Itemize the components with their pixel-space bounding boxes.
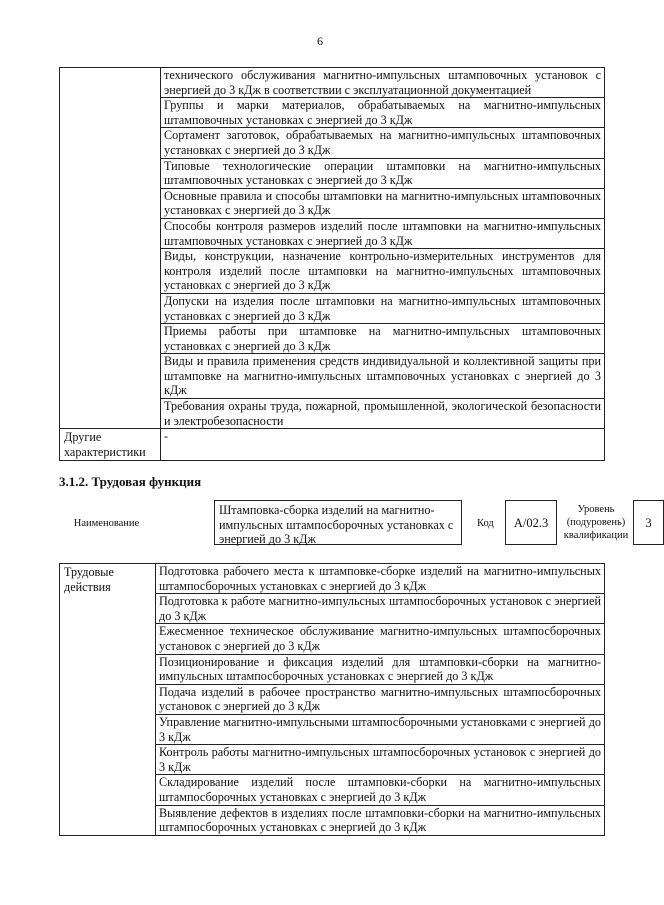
labor-actions-label: Трудовые действия xyxy=(60,564,156,836)
table-cell: Позиционирование и фиксация изделий для штамповки-сборки на магнитно-импульсных штампосборочных установках с энергией до 3 кДж xyxy=(156,654,605,684)
section-title: 3.1.2. Трудовая функция xyxy=(59,474,202,489)
level-label: Уровень (подуровень) квалификации xyxy=(563,504,629,541)
page-number: 6 xyxy=(317,34,323,48)
table-cell: Складирование изделий после штамповки-сборки на магнитно-импульсных штампосборочных установках с энергией до 3 кДж xyxy=(156,775,605,805)
table-cell: Сортамент заготовок, обрабатываемых на магнитно-импульсных штамповочных установках с энергией до 3 кДж xyxy=(161,128,605,158)
table-cell: Контроль работы магнитно-импульсных штампосборочных установок с энергией до 3 кДж xyxy=(156,745,605,775)
table-cell: Ежесменное техническое обслуживание магнитно-импульсных штампосборочных установок с энергией до 3 кДж xyxy=(156,624,605,654)
table-cell: Группы и марки материалов, обрабатываемых на магнитно-импульсных штамповочных установках с энергией до 3 кДж xyxy=(161,98,605,128)
level-box: 3 xyxy=(633,500,664,545)
name-label: Наименование xyxy=(73,518,140,529)
table-cell: Способы контроля размеров изделий после штамповки на магнитно-импульсных штамповочных установках с энергией до 3 кДж xyxy=(161,218,605,248)
knowledge-table xyxy=(59,67,605,461)
other-characteristics-value: - xyxy=(161,429,605,461)
table-row xyxy=(60,68,605,98)
table-cell: Допуски на изделия после штамповки на магнитно-импульсных штамповочных установках с энергией до 3 кДж xyxy=(161,293,605,323)
labor-actions-table xyxy=(59,563,605,836)
code-label: Код xyxy=(477,518,494,529)
table-row xyxy=(60,429,605,461)
table-cell: Подача изделий в рабочее пространство магнитно-импульсных штампосборочных установок с энергией до 3 кДж xyxy=(156,684,605,714)
function-header xyxy=(59,500,652,552)
table-cell: Требования охраны труда, пожарной, промышленной, экологической безопасности и электробезопасности xyxy=(161,399,605,429)
table-cell: Управление магнитно-импульсными штампосборочными установками с энергией до 3 кДж xyxy=(156,714,605,744)
table-cell: Виды, конструкции, назначение контрольно-измерительных инструментов для контроля изделий после штамповки на магнитно-импульсных штамповочных установках с энергией до 3 кДж xyxy=(161,249,605,294)
table-cell: Виды и правила применения средств индивидуальной и коллективной защиты при штамповке на магнитно-импульсных штамповочных установках с энергией до 3 кДж xyxy=(161,354,605,399)
table-cell: Приемы работы при штамповке на магнитно-импульсных штамповочных установках с энергией до 3 кДж xyxy=(161,324,605,354)
table-cell: Подготовка рабочего места к штамповке-сборке изделий на магнитно-импульсных штампосборочных установках с энергией до 3 кДж xyxy=(156,564,605,594)
table-cell: Основные правила и способы штамповки на магнитно-импульсных штамповочных установках с энергией до 3 кДж xyxy=(161,188,605,218)
code-box: А/02.3 xyxy=(505,500,557,545)
table-cell: Типовые технологические операции штамповки на магнитно-импульсных штамповочных установках с энергией до 3 кДж xyxy=(161,158,605,188)
table-cell: технического обслуживания магнитно-импульсных штамповочных установок с энергией до 3 кДж в соответствии с эксплуатационной документацией xyxy=(161,68,605,98)
table-cell: Выявление дефектов в изделиях после штамповки-сборки на магнитно-импульсных штампосборочных установках с энергией до 3 кДж xyxy=(156,805,605,835)
other-characteristics-label: Другие характеристики xyxy=(60,429,161,461)
function-name-box: Штамповка-сборка изделий на магнитно-импульсных штампосборочных установках с энергией до 3 кДж xyxy=(214,500,462,545)
row-label-cell xyxy=(60,68,161,429)
table-cell: Подготовка к работе магнитно-импульсных штампосборочных установок с энергией до 3 кДж xyxy=(156,594,605,624)
table-row xyxy=(60,564,605,594)
